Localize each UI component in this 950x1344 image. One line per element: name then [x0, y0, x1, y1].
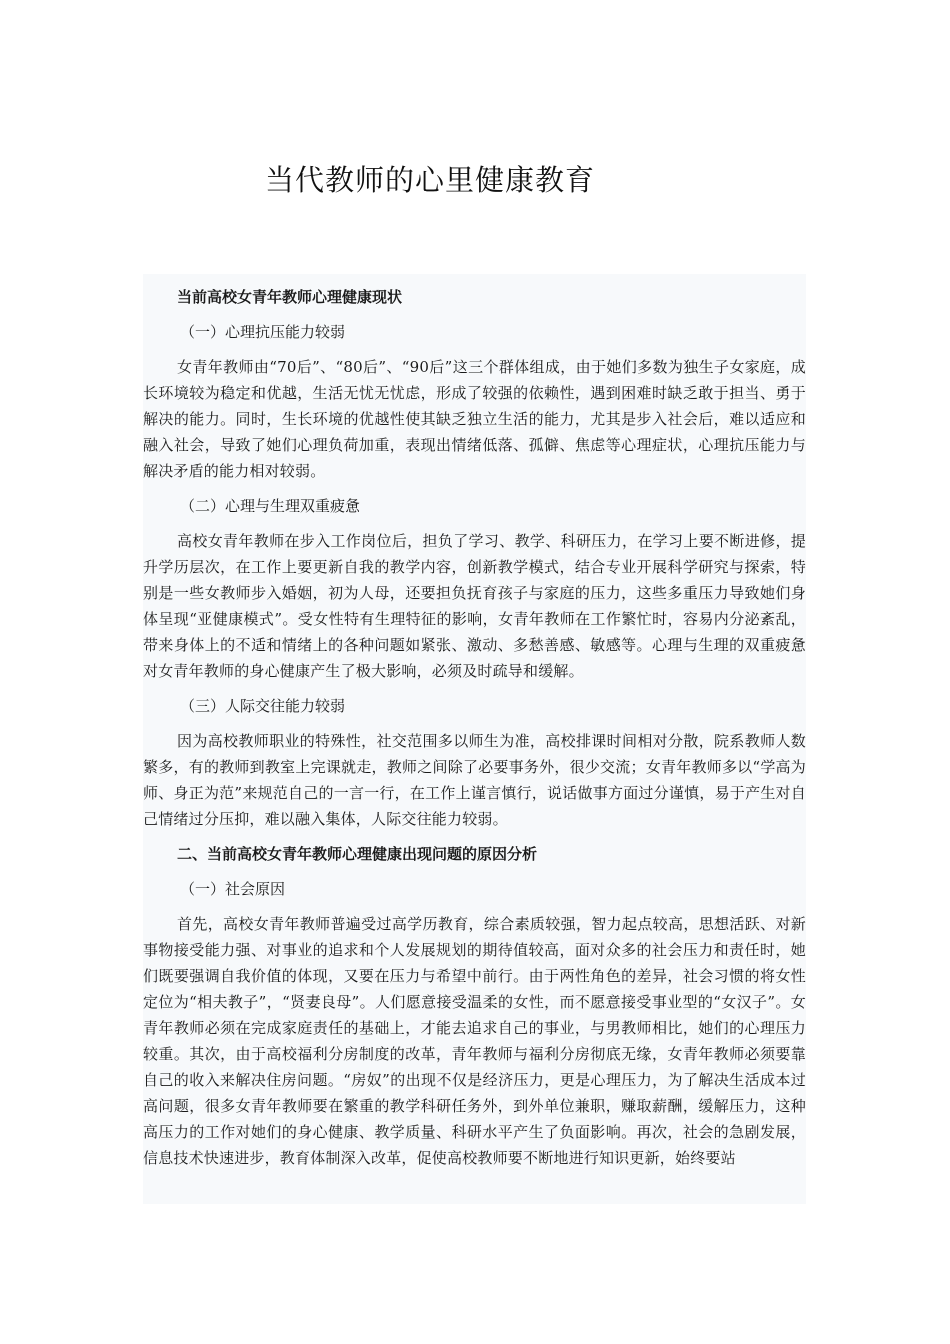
paragraph-1-3: 因为高校教师职业的特殊性，社交范围多以师生为准，高校排课时间相对分散，院系教师人数繁多，有的教师到教室上完课就走，教师之间除了必要事务外，很少交流；女青年教师多以“学高为师、身正为范”来规范自己的一言一行，在工作上谨言慎行，说话做事方面过分谨慎，易于产生对自己情绪过分压抑，难以融入集体，人际交往能力较弱。: [143, 732, 806, 828]
subheading-1-3: （三）人际交往能力较弱: [180, 697, 346, 715]
section-heading-1: 当前高校女青年教师心理健康现状: [177, 288, 403, 306]
paragraph-2-1: 首先，高校女青年教师普遍受过高学历教育，综合素质较强，智力起点较高，思想活跃、对新事物接受能力强、对事业的追求和个人发展规划的期待值较高，面对众多的社会压力和责任时，她们既要强调自我价值的体现，又要在压力与希望中前行。由于两性角色的差异，社会习惯的将女性定位为“相夫教子”，“贤妻良母”。人们愿意接受温柔的女性，而不愿意接受事业型的“女汉子”。女青年教师必须在完成家庭责任的基础上，才能去追求自己的事业，与男教师相比，她们的心理压力较重。其次，由于高校福利分房制度的改革，青年教师与福利分房彻底无缘，女青年教师必须要靠自己的收入来解决住房问题。“房奴”的出现不仅是经济压力，更是心理压力，为了解决生活成本过高问题，很多女青年教师要在繁重的教学科研任务外，到外单位兼职，赚取薪酬，缓解压力，这种高压力的工作对她们的身心健康、教学质量、科研水平产生了负面影响。再次，社会的急剧发展，信息技术快速进步，教育体制深入改革，促使高校教师要不断地进行知识更新，始终要站: [143, 915, 806, 1167]
paragraph-1-2: 高校女青年教师在步入工作岗位后，担负了学习、教学、科研压力，在学习上要不断进修，提升学历层次，在工作上要更新自我的教学内容，创新教学模式，结合专业开展科学研究与探索，特别是一些女教师步入婚姻，初为人母，还要担负抚育孩子与家庭的压力，这些多重压力导致她们身体呈现“亚健康模式”。受女性特有生理特征的影响，女青年教师在工作繁忙时，容易内分泌紊乱，带来身体上的不适和情绪上的各种问题如紧张、激动、多愁善感、敏感等。心理与生理的双重疲惫对女青年教师的身心健康产生了极大影响，必须及时疏导和缓解。: [143, 532, 806, 680]
subheading-2-1: （一）社会原因: [180, 880, 286, 898]
subheading-1-2: （二）心理与生理双重疲惫: [180, 497, 361, 515]
document-title: 当代教师的心里健康教育: [264, 163, 595, 197]
subheading-1-1: （一）心理抗压能力较弱: [180, 323, 346, 341]
paragraph-1-1: 女青年教师由“70后”、“80后”、“90后”这三个群体组成，由于她们多数为独生子女家庭，成长环境较为稳定和优越，生活无忧无忧虑，形成了较强的依赖性，遇到困难时缺乏敢于担当、勇于解决的能力。同时，生长环境的优越性使其缺乏独立生活的能力，尤其是步入社会后，难以适应和融入社会，导致了她们心理负荷加重，表现出情绪低落、孤僻、焦虑等心理症状，心理抗压能力与解决矛盾的能力相对较弱。: [143, 358, 806, 480]
article-body: [143, 274, 806, 1204]
section-heading-2: 二、当前高校女青年教师心理健康出现问题的原因分析: [177, 845, 538, 863]
